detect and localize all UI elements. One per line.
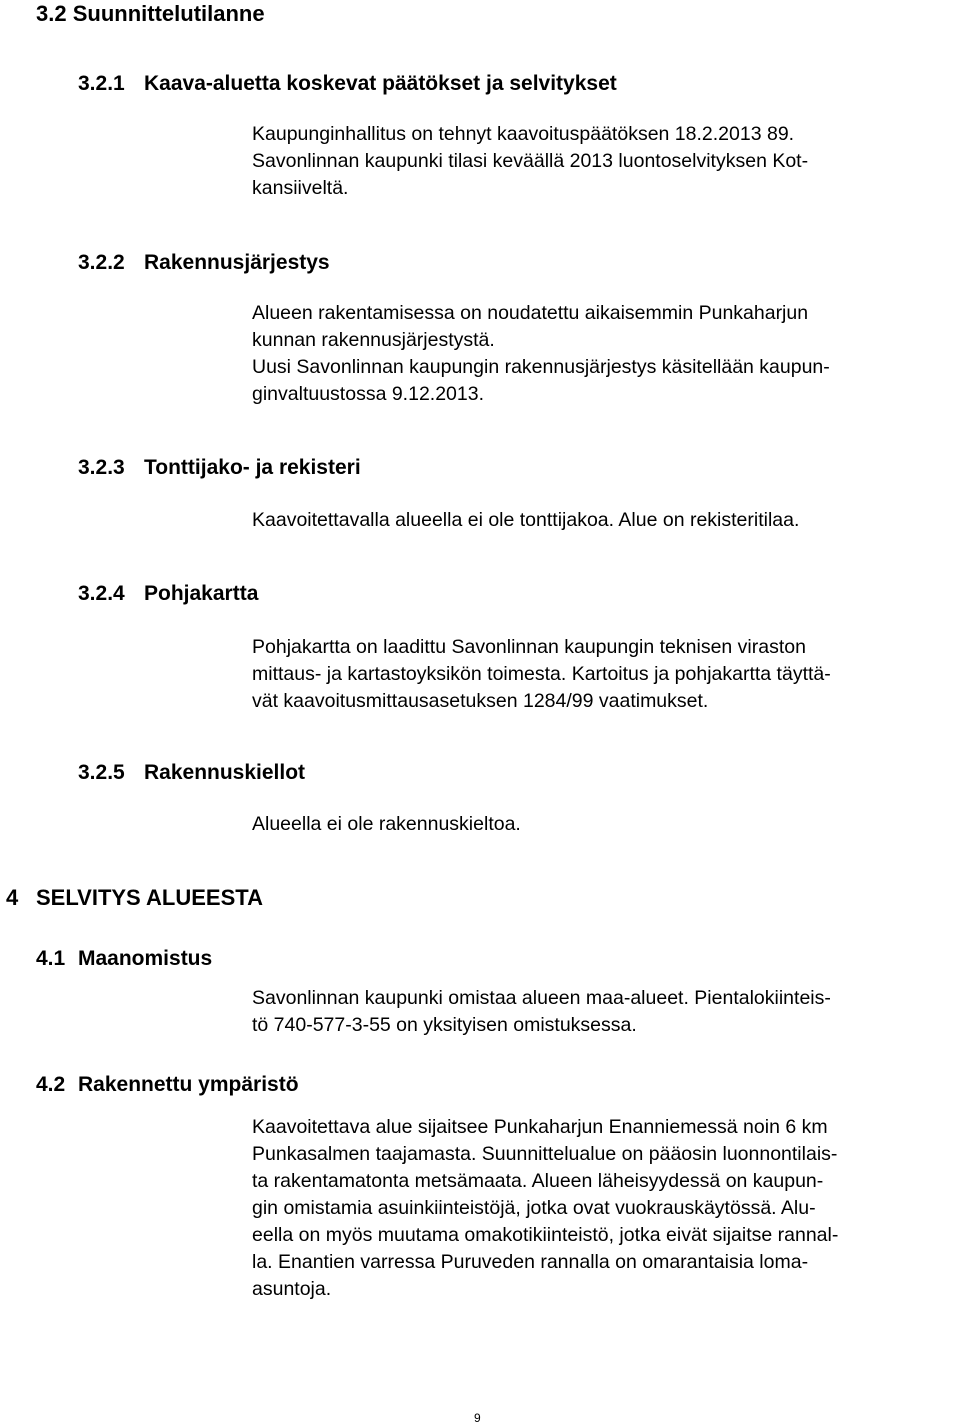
section-3-2-3-number: 3.2.3 xyxy=(78,456,125,479)
paragraph-line: kunnan rakennusjärjestystä. xyxy=(252,329,495,351)
paragraph-line: eella on myös muutama omakotikiinteistö, jotka eivät sijaitse rannal- xyxy=(252,1224,839,1246)
section-3-2-3-title: Tonttijako- ja rekisteri xyxy=(144,456,361,479)
section-4-2-heading xyxy=(36,1073,299,1097)
section-4-title: SELVITYS ALUEESTA xyxy=(36,885,263,910)
section-3-2-1-title: Kaava-aluetta koskevat päätökset ja selvitykset xyxy=(144,72,617,95)
page-number: 9 xyxy=(474,1411,481,1425)
section-3-2-5-number: 3.2.5 xyxy=(78,761,125,784)
section-4-1-number: 4.1 xyxy=(36,947,66,970)
section-3-2-2-paragraph xyxy=(252,300,830,408)
section-4-2-title: Rakennettu ympäristö xyxy=(78,1073,299,1096)
paragraph-line: vät kaavoitusmittausasetuksen 1284/99 vaatimukset. xyxy=(252,690,709,712)
paragraph-line: Kaavoitettava alue sijaitsee Punkaharjun Enanniemessä noin 6 km xyxy=(252,1116,828,1138)
section-3-2-2-number: 3.2.2 xyxy=(78,251,125,274)
paragraph-line: kansiiveltä. xyxy=(252,177,349,199)
section-3-2-3-paragraph xyxy=(252,507,799,534)
section-3-2-1-paragraph xyxy=(252,121,808,202)
paragraph-line: ta rakentamatonta metsämaata. Alueen läheisyydessä on kaupun- xyxy=(252,1170,824,1192)
section-3-2-4-title: Pohjakartta xyxy=(144,582,259,605)
section-3-2-5-paragraph xyxy=(252,811,521,838)
paragraph-line: ginvaltuustossa 9.12.2013. xyxy=(252,383,485,405)
paragraph-line: gin omistamia asuinkiinteistöjä, jotka ovat vuokrauskäytössä. Alu- xyxy=(252,1197,816,1219)
paragraph-line: Uusi Savonlinnan kaupungin rakennusjärjestys käsitellään kaupun- xyxy=(252,356,830,378)
section-3-2-number: 3.2 xyxy=(36,1,67,26)
paragraph-line: Alueella ei ole rakennuskieltoa. xyxy=(252,813,521,835)
section-3-2-4-heading xyxy=(78,582,258,606)
section-3-2-4-number: 3.2.4 xyxy=(78,582,125,605)
section-4-1-paragraph xyxy=(252,985,831,1039)
paragraph-line: mittaus- ja kartastoyksikön toimesta. Kartoitus ja pohjakartta täyttä- xyxy=(252,663,831,685)
section-3-2-heading xyxy=(36,1,265,27)
paragraph-line: Savonlinnan kaupunki omistaa alueen maa-alueet. Pientalokiinteis- xyxy=(252,987,831,1009)
paragraph-line: Alueen rakentamisessa on noudatettu aikaisemmin Punkaharjun xyxy=(252,302,809,324)
paragraph-line: la. Enantien varressa Puruveden rannalla on omarantaisia loma- xyxy=(252,1251,809,1273)
section-3-2-5-title: Rakennuskiellot xyxy=(144,761,306,784)
section-3-2-1-heading xyxy=(78,72,617,96)
section-3-2-4-paragraph xyxy=(252,634,831,715)
section-4-heading xyxy=(6,885,263,911)
paragraph-line: asuntoja. xyxy=(252,1278,332,1300)
section-3-2-1-number: 3.2.1 xyxy=(78,72,125,95)
paragraph-line: Kaavoitettavalla alueella ei ole tonttijakoa. Alue on rekisteritilaa. xyxy=(252,509,800,531)
section-4-2-number: 4.2 xyxy=(36,1073,66,1096)
section-3-2-title: Suunnittelutilanne xyxy=(72,1,265,26)
section-3-2-5-heading xyxy=(78,761,305,785)
section-4-1-heading xyxy=(36,947,212,971)
section-3-2-2-heading xyxy=(78,251,330,275)
paragraph-line: tö 740-577-3-55 on yksityisen omistuksessa. xyxy=(252,1014,637,1036)
paragraph-line: Savonlinnan kaupunki tilasi keväällä 2013 luontoselvityksen Kot- xyxy=(252,150,809,172)
section-4-number: 4 xyxy=(6,885,19,910)
section-3-2-3-heading xyxy=(78,456,361,480)
section-4-1-title: Maanomistus xyxy=(78,947,213,970)
paragraph-line: Kaupunginhallitus on tehnyt kaavoituspäätöksen 18.2.2013 89. xyxy=(252,123,795,145)
section-3-2-2-title: Rakennusjärjestys xyxy=(144,251,330,274)
paragraph-line: Punkasalmen taajamasta. Suunnittelualue on pääosin luonnontilais- xyxy=(252,1143,838,1165)
paragraph-line: Pohjakartta on laadittu Savonlinnan kaupungin teknisen viraston xyxy=(252,636,806,658)
section-4-2-paragraph xyxy=(252,1114,838,1303)
